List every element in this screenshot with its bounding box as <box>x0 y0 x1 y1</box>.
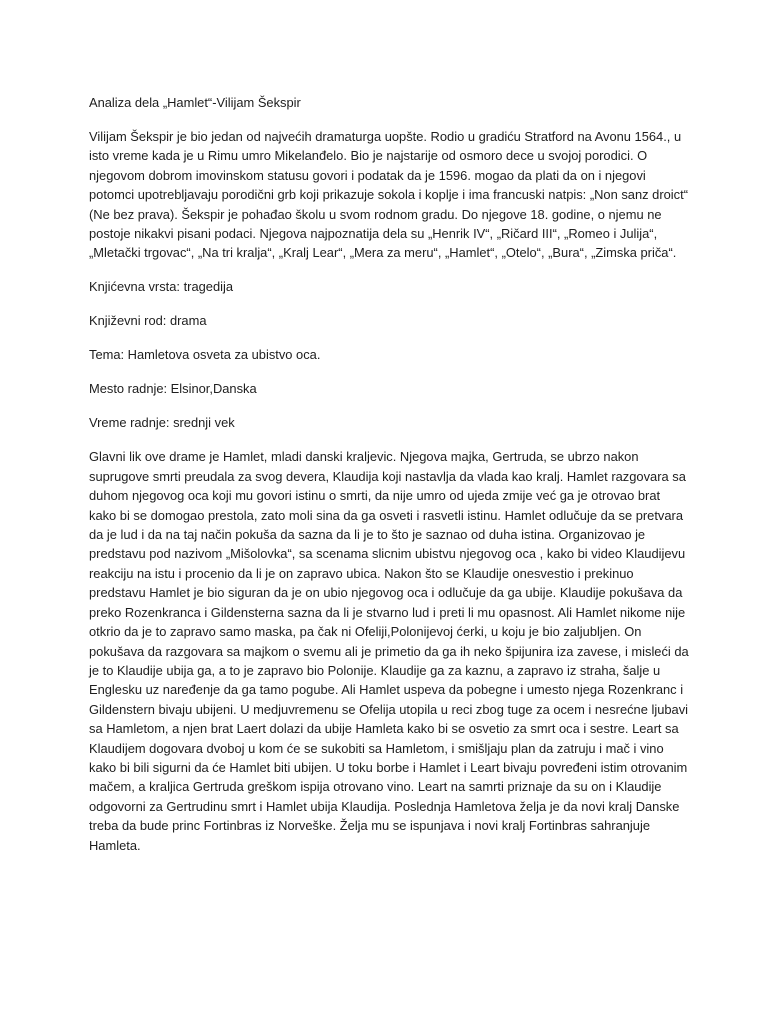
plot-paragraph: Glavni lik ove drame je Hamlet, mladi danski kraljevic. Njegova majka, Gertruda, se ubrzo nakon suprugove smrti preudala za svog devera, Klaudija koji nastavlja da vlada kao kralj. Hamlet razgovara sa duhom njegovog oca koji mu govori istinu o smrti, da nije umro od ujeda zmije već ga je otrovao brat kako bi se domogao prestola, zato moli sina da ga osveti i rasvetli istinu. Hamlet odlučuje da se pretvara da je lud i da na taj način pokuša da sazna da li je to što je saznao od duha istina. Organizovao je predstavu pod nazivom „Mišolovka“, sa scenama slicnim ubistvu njegovog oca , kako bi video Klaudijevu reakciju na istu i procenio da li je on zapravo ubica. Nakon što se Klaudije onesvestio i prekinuo predstavu Hamlet je bio siguran da je on ubio njegovog oca i odlučuje da ga ubije. Klaudije pokušava da preko Rozenkranca i Gildensterna sazna da li je stvarno lud i preti li mu opasnost. Ali Hamlet nikome nije otkrio da je to zapravo samo maska, pa čak ni Ofeliji,Polonijevoj ćerki, u koju je bio zaljubljen. On pokušava da razgovara sa majkom o svemu ali je primetio da ga ih neko špijunira iza zavese, i misleći da je to Klaudije ubija ga, a to je zapravo bio Polonije. Klaudije ga za kaznu, a zapravo iz straha, šalje u Englesku uz naređenje da ga tamo pogube. Ali Hamlet uspeva da pobegne i umesto njega Rozenkranc i Gildenstern bivaju ubijeni. U medjuvremenu se Ofelija utopila u reci zbog tuge za ocem i nesrećne ljubavi sa Hamletom, a njen brat Laert dolazi da ubije Hamleta kako bi se osvetio za smrt oca i sestre. Leart sa Klaudijem dogovara dvoboj u kom će se sukobiti sa Hamletom, i smišljaju plan da zatruju i mač i vino kako bi bili sigurni da će Hamlet biti ubijen. U toku borbe i Hamlet i Leart bivaju povređeni istim otrovanim mačem, a kraljica Gertruda greškom ispija otrovano vino. Leart na samrti priznaje da su on i Klaudije odgovorni za Gertrudinu smrt i Hamlet ubija Klaudija. Poslednja Hamletova želja je da novi kralj Danske treba da bude princ Fortinbras iz Norveške. Želja mu se ispunjava i novi kralj Fortinbras sahranjuje Hamleta. <box>89 449 689 853</box>
document-body <box>89 93 689 870</box>
setting-time-line: Vreme radnje: srednji vek <box>89 415 235 431</box>
literary-kind-line: Književni rod: drama <box>89 313 207 329</box>
theme-line: Tema: Hamletova osveta za ubistvo oca. <box>89 347 321 363</box>
setting-place-line: Mesto radnje: Elsinor,Danska <box>89 381 257 397</box>
genre-line: Knjićevna vrsta: tragedija <box>89 279 234 295</box>
document-title: Analiza dela „Hamlet“-Vilijam Šekspir <box>89 95 301 110</box>
intro-paragraph: Vilijam Šekspir je bio jedan od najvećih dramaturga uopšte. Rodio u gradiću Stratford na Avonu 1564., u isto vreme kada je u Rimu umro Mikelanđelo. Bio je najstarije od osmoro dece u svojoj porodici. O njegovom dobrom imovinskom statusu govori i podatak da je 1596. mogao da plati da on i njegovi potomci upotrebljavaju porodični grb koji prikazuje sokola i koplje i ima francuski natpis: „Non sanz droict“ (Ne bez prava). Šekspir je pohađao školu u svom rodnom gradu. Do njegove 18. godine, o njemu ne postoje nikakvi pisani podaci. Njegova najpoznatija dela su „Henrik IV“, „Ričard III“, „Romeo i Julija“, „Mletački trgovac“, „Na tri kralja“, „Kralj Lear“, „Mera za meru“, „Hamlet“, „Otelo“, „Bura“, „Zimska priča“. <box>89 129 688 261</box>
